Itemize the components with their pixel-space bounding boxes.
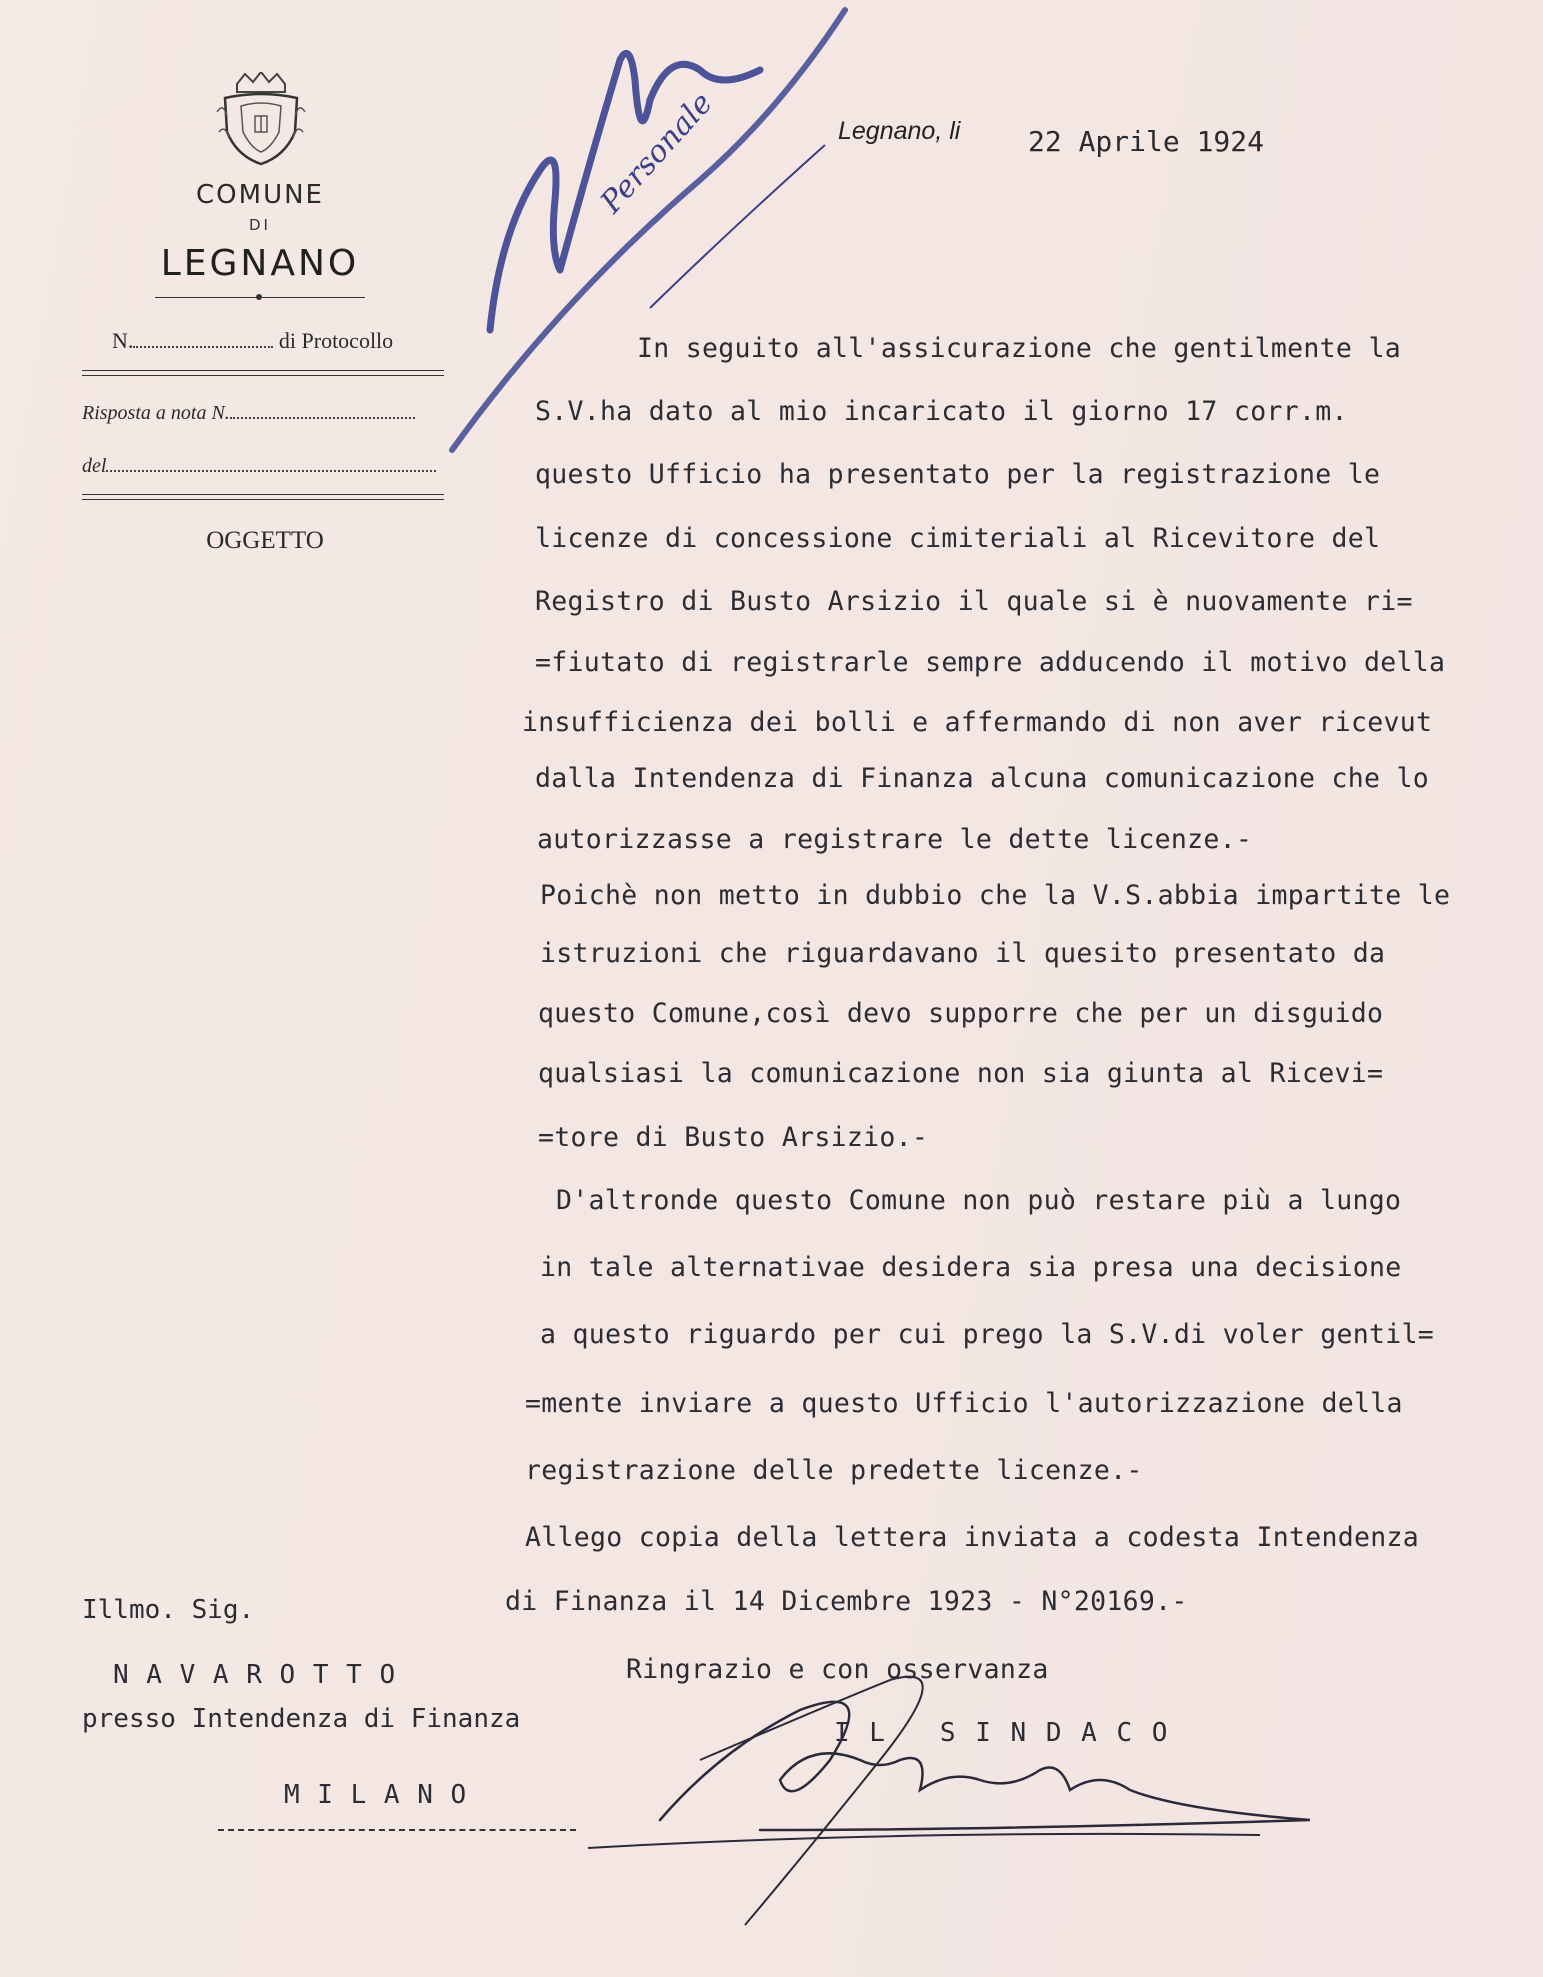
- letterhead-city: LEGNANO: [160, 243, 360, 284]
- body-line: dalla Intendenza di Finanza alcuna comunicazione che lo: [535, 763, 1429, 794]
- body-line: =fiutato di registrarle sempre adducendo il motivo della: [535, 647, 1446, 678]
- letterhead-di: DI: [249, 216, 271, 234]
- coat-of-arms-icon: [215, 72, 307, 167]
- recipient-city: M I L A N O: [284, 1780, 468, 1810]
- body-line: Allego copia della lettera inviata a codesta Intendenza: [525, 1522, 1419, 1553]
- divider: [82, 370, 444, 376]
- risposta-label: Risposta a nota N.: [82, 402, 230, 424]
- body-line: qualsiasi la comunicazione non sia giunta al Ricevi=: [538, 1058, 1384, 1089]
- divider: [82, 494, 444, 500]
- body-line: In seguito all'assicurazione che gentilmente la: [637, 333, 1401, 364]
- body-line: questo Comune,così devo supporre che per un disguido: [538, 998, 1384, 1029]
- body-line: di Finanza il 14 Dicembre 1923 - N°20169.-: [505, 1586, 1188, 1617]
- letterhead-comune: COMUNE: [196, 180, 324, 210]
- body-line: istruzioni che riguardavano il quesito presentato da: [540, 938, 1386, 969]
- body-line: S.V.ha dato al mio incaricato il giorno 17 corr.m.: [535, 396, 1348, 427]
- recipient-salutation: Illmo. Sig.: [82, 1595, 255, 1625]
- protocollo-field: [112, 328, 452, 354]
- body-line: =mente inviare a questo Ufficio l'autorizzazione della: [525, 1388, 1403, 1419]
- signature-title: I L S I N D A C O: [834, 1718, 1170, 1748]
- body-line: autorizzasse a registrare le dette licenze.-: [537, 824, 1253, 855]
- body-line: D'altronde questo Comune non può restare più a lungo: [556, 1185, 1402, 1216]
- letterhead-rule: [155, 297, 365, 298]
- body-line: Poichè non metto in dubbio che la V.S.abbia impartite le: [540, 880, 1451, 911]
- recipient-office: presso Intendenza di Finanza: [82, 1704, 521, 1734]
- body-line: in tale alternativae desidera sia presa una decisione: [540, 1252, 1402, 1283]
- protocollo-label: di Protocollo: [278, 328, 394, 353]
- body-line: Registro di Busto Arsizio il quale si è nuovamente ri=: [535, 586, 1413, 617]
- del-label: del: [82, 455, 107, 477]
- del-field: [82, 455, 452, 478]
- recipient-name: N A V A R O T T O: [113, 1660, 397, 1690]
- risposta-field: [82, 402, 452, 425]
- body-line: questo Ufficio ha presentato per la registrazione le: [535, 459, 1381, 490]
- signature-slash: [700, 1677, 923, 1925]
- personale-underline: [650, 145, 825, 308]
- body-line: =tore di Busto Arsizio.-: [538, 1122, 929, 1153]
- recipient-underline: [218, 1829, 576, 1831]
- signature-flourish: [588, 1834, 1260, 1848]
- body-line: Ringrazio e con osservanza: [626, 1654, 1049, 1685]
- place-label: Legnano, li: [838, 117, 961, 145]
- personale-annotation: Personale: [593, 85, 720, 220]
- body-line: a questo riguardo per cui prego la S.V.di voler gentil=: [540, 1319, 1434, 1350]
- body-line: licenze di concessione cimiteriali al Ricevitore del: [535, 523, 1381, 554]
- oggetto-label: OGGETTO: [206, 527, 324, 554]
- blue-diagonal-stroke: [452, 10, 845, 450]
- body-line: insufficienza dei bolli e affermando di non aver ricevut: [522, 707, 1433, 738]
- protocollo-prefix: N.: [112, 328, 134, 353]
- letter-date: 22 Aprile 1924: [1028, 125, 1265, 158]
- body-line: registrazione delle predette licenze.-: [525, 1455, 1143, 1486]
